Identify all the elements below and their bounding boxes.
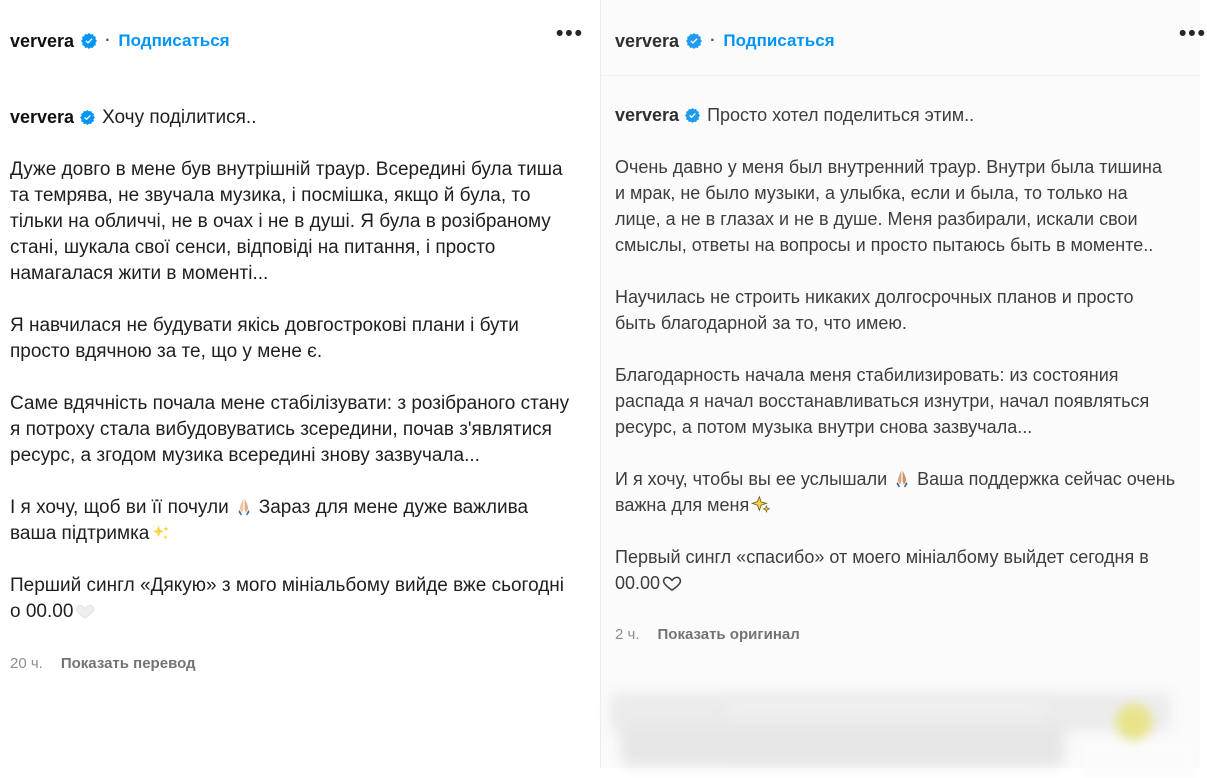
release-text: Перший сингл «Дякую» з мого мініальбому вийде вже сьогодні о 00.00 <box>10 575 565 622</box>
support-text-post: Ваша поддержка сейчас очень важна для меня <box>615 469 1176 515</box>
post-paragraph-support <box>10 495 578 547</box>
sparkles-emoji <box>751 495 771 515</box>
caption-intro-text: Просто хотел поделиться этим.. <box>707 105 975 125</box>
translated-post-panel <box>600 0 1207 768</box>
release-text: Первый сингл «спасибо» от моего мініалбому выйдет сегодня в 00.00 <box>615 547 1149 593</box>
support-text-post: Зараз для мене дуже важлива ваша підтримка <box>10 497 529 544</box>
post-meta-row <box>10 651 578 677</box>
blur-white-patch <box>1084 744 1194 778</box>
verified-badge-icon <box>685 108 700 123</box>
post-paragraph: Я навчилася не будувати якісь довгострокові плани і бути просто вдячною за те, що у мене є. <box>10 315 519 362</box>
post-paragraph: Научилась не строить никаких долгосрочных планов и просто быть благодарной за то, что имею. <box>615 287 1134 333</box>
caption-intro-text: Хочу поділитися.. <box>102 107 257 128</box>
post-paragraph-support <box>615 466 1177 518</box>
sparkles-emoji <box>151 523 171 543</box>
show-original-button[interactable]: Показать оригинал <box>657 626 800 643</box>
header-divider <box>601 75 1200 76</box>
post-paragraph-release <box>615 544 1177 596</box>
blur-smudge <box>621 722 1066 766</box>
post-paragraph: Очень давно у меня был внутренний траур. Внутри была тишина и мрак, не было музыки, а улыбка, если и была, то только на лице, а не в глазах и не в душе. Меня разбирали, искали свои смыслы, ответы на вопросы и просто пытаюсь быть в моменте.. <box>615 157 1162 255</box>
username-link[interactable]: ververa <box>10 30 75 51</box>
timestamp: 2 ч. <box>615 626 640 643</box>
caption-line <box>615 102 1177 128</box>
support-text-pre: І я хочу, щоб ви її почули <box>10 497 229 518</box>
caption-username-link[interactable]: ververa <box>10 107 75 127</box>
timestamp: 20 ч. <box>10 655 43 672</box>
post-paragraph-release <box>10 573 578 625</box>
blurred-comments-area <box>609 688 1194 778</box>
more-options-button[interactable]: ••• <box>1178 22 1207 45</box>
post-paragraph: Благодарность начала меня стабилизировать: из состояния распада я начал восстанавливаться изнутри, начал появляться ресурс, а потом музыка внутри снова зазвучала... <box>615 365 1150 437</box>
post-header <box>615 22 1207 56</box>
more-options-button[interactable]: ••• <box>555 22 584 45</box>
support-text-pre: И я хочу, чтобы вы ее услышали <box>615 469 888 489</box>
separator-dot: · <box>105 32 111 49</box>
caption-line <box>10 104 578 131</box>
blurred-emoji-blob <box>1116 704 1152 740</box>
post-header <box>10 22 600 56</box>
caption-username-link[interactable]: ververa <box>615 105 680 125</box>
verified-badge-icon <box>80 110 95 125</box>
username-link[interactable]: ververa <box>615 30 680 51</box>
post-body <box>615 102 1177 648</box>
original-post-panel <box>0 0 600 768</box>
verified-badge-icon <box>81 33 97 49</box>
folded-hands-emoji <box>892 469 912 489</box>
white-heart-outline-emoji <box>662 573 682 593</box>
white-heart-emoji <box>75 601 95 621</box>
blur-smudge <box>726 698 1048 758</box>
follow-button[interactable]: Подписаться <box>723 31 835 50</box>
follow-button[interactable]: Подписаться <box>118 31 230 50</box>
separator-dot: · <box>710 32 716 49</box>
verified-badge-icon <box>686 33 702 49</box>
folded-hands-emoji <box>234 497 254 517</box>
show-translation-button[interactable]: Показать перевод <box>60 655 196 672</box>
post-paragraph: Саме вдячність почала мене стабілізувати: з розібраного стану я потроху стала вибудовуватись зсередини, почав з'являтися ресурс, а згодом музика всередині знову зазвучала... <box>10 393 570 466</box>
post-body <box>10 104 578 677</box>
blur-smudge <box>609 692 1171 732</box>
post-paragraph: Дуже довго в мене був внутрішній траур. Всередині була тиша та темрява, не звучала музика, і посмішка, якщо й була, то тільки на обличчі, не в очах і не в душі. Я була в розібраному стані, шукала свої сенси, відповіді на питання, і просто намагалася жити в моменті... <box>10 159 563 284</box>
post-meta-row <box>615 622 1177 648</box>
